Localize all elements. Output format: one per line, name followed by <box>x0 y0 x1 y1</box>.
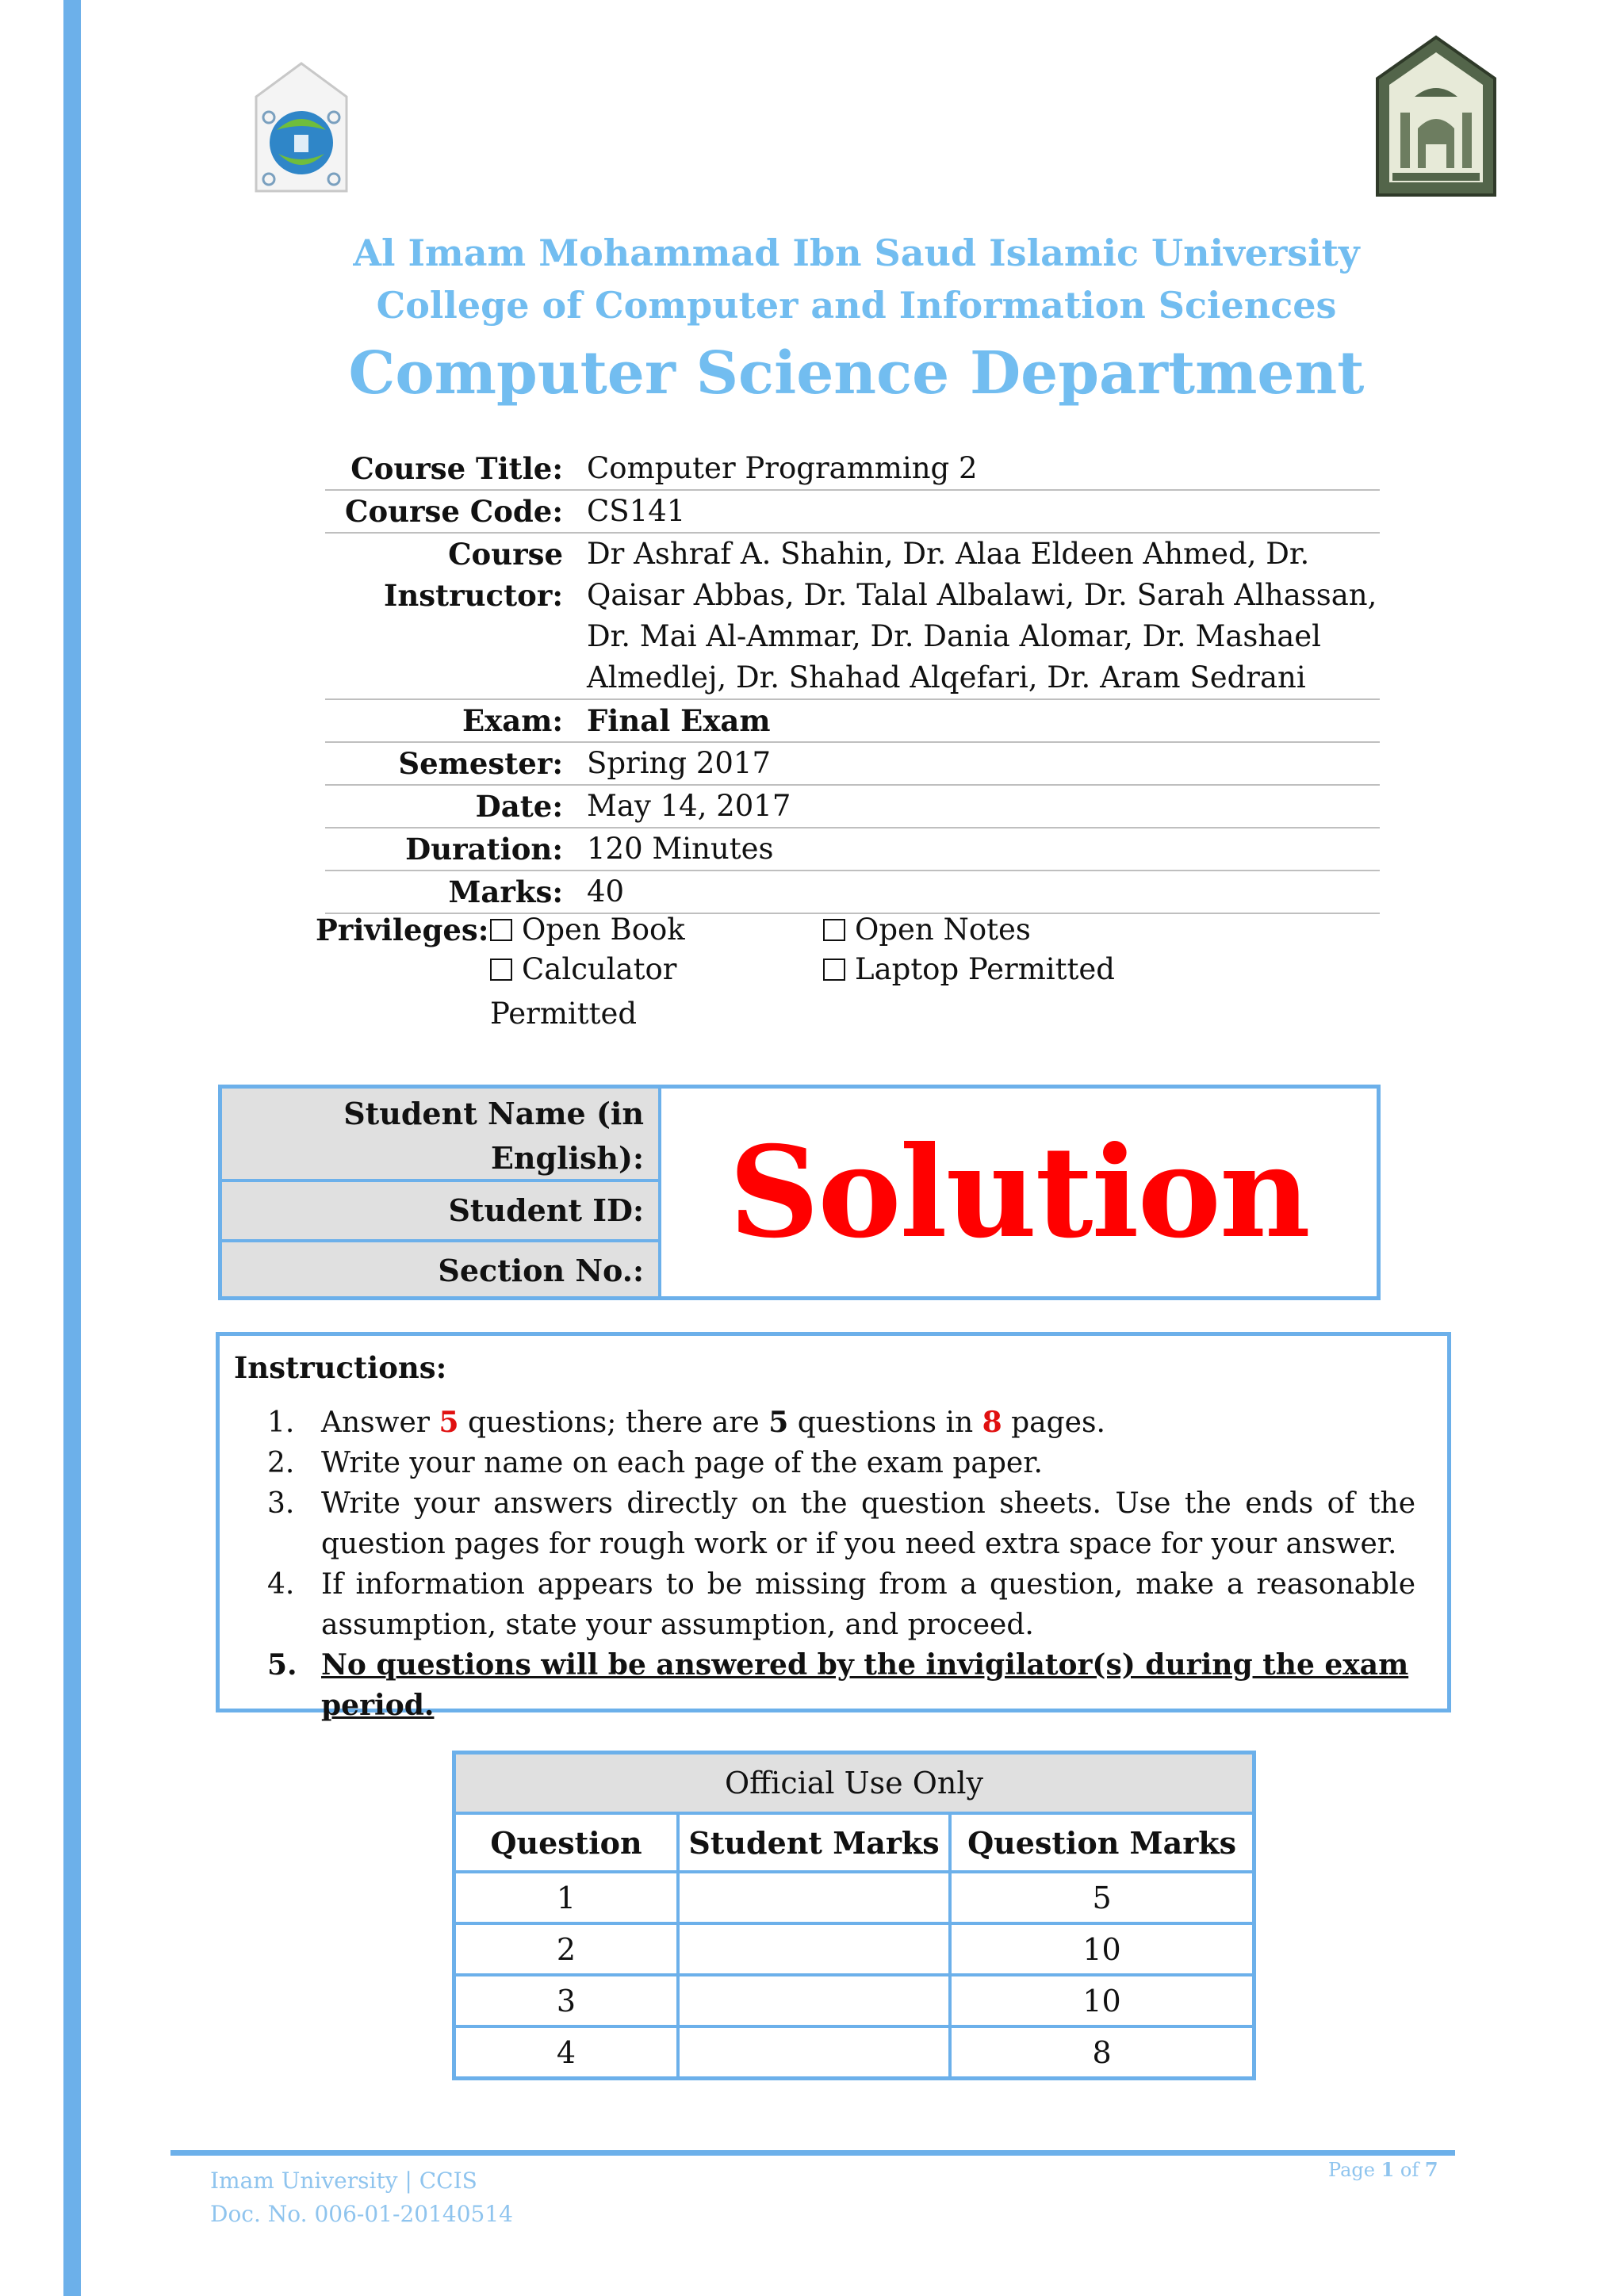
question-marks-cell: 8 <box>950 2026 1254 2079</box>
instruction-number: 2. <box>267 1447 295 1479</box>
info-value: CS141 <box>587 494 686 528</box>
instruction-number: 1. <box>267 1406 295 1439</box>
student-marks-cell[interactable] <box>678 1923 950 1975</box>
ccis-logo <box>250 60 353 195</box>
student-id-label: Student ID: <box>222 1182 658 1242</box>
info-row-duration <box>325 828 1380 871</box>
privilege-calculator[interactable] <box>490 950 676 989</box>
instruction-text: Write your name on each page of the exam paper. <box>321 1447 1043 1479</box>
student-name-label-line: Student Name (in <box>343 1096 644 1131</box>
official-use-title: Official Use Only <box>454 1753 1254 1814</box>
info-value: 40 <box>587 874 625 909</box>
privilege-laptop[interactable] <box>823 950 1115 989</box>
instruction-item <box>267 1645 1415 1726</box>
instructor-line: Qaisar Abbas, Dr. Talal Albalawi, Dr. Sarah Alhassan, <box>587 578 1377 612</box>
page-number: Page 1 of 7 <box>1328 2158 1438 2181</box>
college-name: College of Computer and Information Sciences <box>376 284 1337 327</box>
info-label: Course Instructor: <box>384 537 563 613</box>
footer-info <box>210 2164 513 2231</box>
student-answer-area <box>661 1089 1377 1296</box>
instruction-text: If information appears to be missing from a question, make a reasonable assumption, state your assumption, and proceed. <box>321 1568 1415 1641</box>
info-label: Exam: <box>462 703 563 738</box>
instruction-number: 4. <box>267 1568 295 1601</box>
info-label: Course Title: <box>350 451 563 486</box>
question-marks-cell: 10 <box>950 1923 1254 1975</box>
info-label: Marks: <box>448 874 563 909</box>
privilege-open-book[interactable] <box>490 910 685 950</box>
info-label: Course Code: <box>345 494 563 529</box>
student-name-label-line: English): <box>490 1140 644 1176</box>
section-no-label: Section No.: <box>438 1253 644 1288</box>
instructions-title: Instructions: <box>234 1350 447 1385</box>
column-header: Question <box>454 1813 679 1872</box>
checkbox-icon <box>490 919 512 941</box>
footer-doc-number: Doc. No. 006-01-20140514 <box>210 2201 513 2227</box>
instructor-line: Almedlej, Dr. Shahad Alqefari, Dr. Aram Sedrani <box>587 660 1306 695</box>
privileges-label: Privileges: <box>316 913 489 947</box>
privilege-label: Open Book <box>522 913 685 947</box>
footer-institution: Imam University | CCIS <box>210 2168 477 2194</box>
privilege-permitted-text: Permitted <box>490 997 638 1031</box>
info-row-date <box>325 786 1380 828</box>
instruction-item <box>267 1402 1415 1443</box>
university-name: Al Imam Mohammad Ibn Saud Islamic University <box>353 232 1360 274</box>
column-header: Question Marks <box>950 1813 1254 1872</box>
instructions-list <box>267 1402 1415 1726</box>
info-row-exam <box>325 700 1380 743</box>
question-marks-cell: 5 <box>950 1872 1254 1923</box>
instruction-number: 3. <box>267 1487 295 1520</box>
info-row-course-title <box>325 448 1380 491</box>
info-value: Final Exam <box>587 703 771 738</box>
course-info-table <box>325 448 1380 914</box>
info-value: May 14, 2017 <box>587 789 791 823</box>
privilege-label: Laptop Permitted <box>855 952 1115 986</box>
student-marks-cell[interactable] <box>678 1872 950 1923</box>
privilege-open-notes[interactable] <box>823 910 1031 950</box>
question-cell: 1 <box>454 1872 679 1923</box>
checkbox-icon <box>823 919 845 941</box>
question-cell: 4 <box>454 2026 679 2079</box>
question-cell: 2 <box>454 1923 679 1975</box>
student-labels <box>222 1089 661 1296</box>
instruction-number: 5. <box>267 1648 297 1682</box>
department-name: Computer Science Department <box>348 339 1365 408</box>
info-label: Date: <box>475 789 563 824</box>
instruction-text: Write your answers directly on the question sheets. Use the ends of the question pages for rough work or if you need extra space for your answer. <box>321 1487 1415 1560</box>
checkbox-icon <box>823 959 845 981</box>
privilege-label: Open Notes <box>855 913 1031 947</box>
info-value: Computer Programming 2 <box>587 451 978 485</box>
info-label: Duration: <box>405 832 563 867</box>
info-row-course-code <box>325 491 1380 534</box>
instructor-line: Dr Ashraf A. Shahin, Dr. Alaa Eldeen Ahmed, Dr. <box>587 537 1310 571</box>
info-label: Semester: <box>398 746 563 781</box>
student-marks-cell[interactable] <box>678 2026 950 2079</box>
student-info-box <box>218 1085 1381 1300</box>
instructor-line: Dr. Mai Al-Ammar, Dr. Dania Alomar, Dr. Mashael <box>587 619 1321 653</box>
info-value: Spring 2017 <box>587 746 771 780</box>
official-use-table <box>452 1751 1256 2080</box>
question-cell: 3 <box>454 1975 679 2026</box>
info-row-instructor <box>325 534 1380 700</box>
solution-stamp: Solution <box>729 1119 1309 1266</box>
checkbox-icon <box>490 959 512 981</box>
question-marks-cell: 10 <box>950 1975 1254 2026</box>
info-row-marks <box>325 871 1380 914</box>
table-row <box>454 1975 1254 2026</box>
instruction-item <box>267 1483 1415 1564</box>
table-row <box>454 2026 1254 2079</box>
instruction-text: No questions will be answered by the invigilator(s) during the exam period. <box>321 1648 1409 1722</box>
instructions-box <box>216 1332 1451 1722</box>
info-value <box>587 534 1380 698</box>
info-value: 120 Minutes <box>587 832 774 866</box>
student-name-label <box>222 1089 658 1182</box>
instruction-text: Answer 5 questions; there are 5 questions in 8 pages. <box>321 1406 1105 1439</box>
instruction-item <box>267 1564 1415 1645</box>
table-row <box>454 1872 1254 1923</box>
university-seal <box>1373 35 1499 198</box>
official-header-row <box>454 1813 1254 1872</box>
footer-divider <box>170 2150 1455 2156</box>
table-row <box>454 1923 1254 1975</box>
privilege-label: Calculator <box>522 952 677 986</box>
column-header: Student Marks <box>678 1813 950 1872</box>
instruction-item <box>267 1443 1415 1483</box>
info-row-semester <box>325 743 1380 786</box>
student-marks-cell[interactable] <box>678 1975 950 2026</box>
side-accent-bar <box>63 0 81 2296</box>
